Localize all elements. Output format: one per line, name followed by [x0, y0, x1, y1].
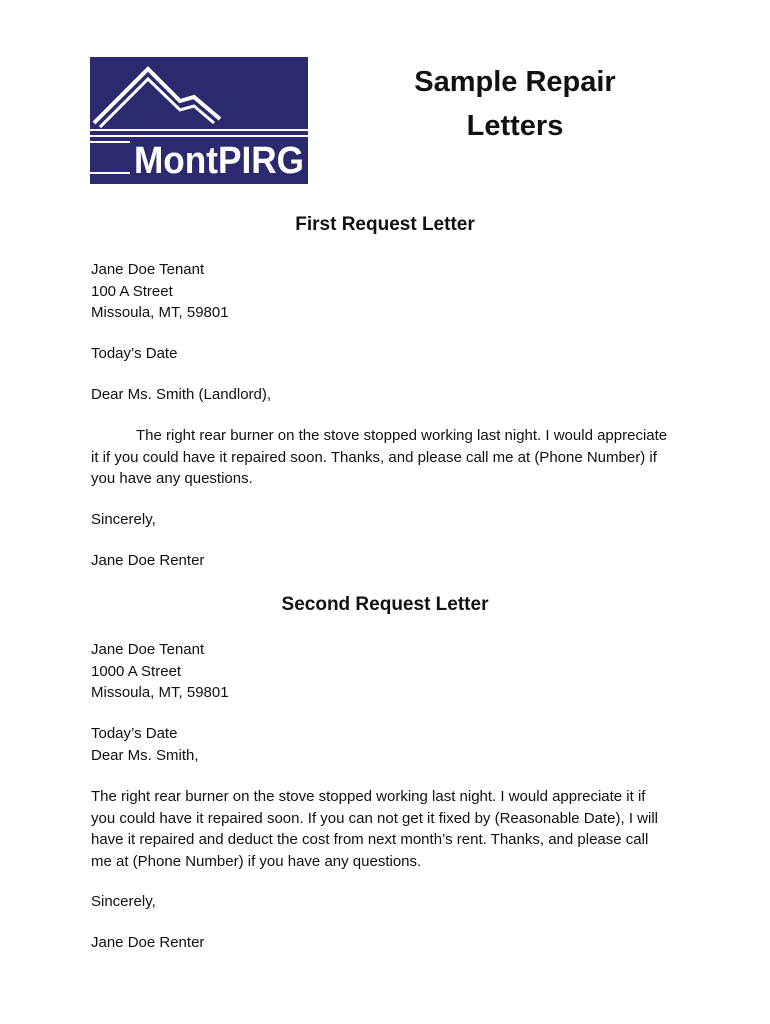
body-line: The right rear burner on the stove stopped working last night. I would appreciate it if — [91, 788, 646, 805]
second-letter-date-salutation — [91, 723, 681, 766]
first-letter-salutation: Dear Ms. Smith (Landlord), — [91, 386, 272, 403]
first-letter-signature: Jane Doe Renter — [91, 552, 205, 569]
body-line: you could have it repaired soon. If you can not get it fixed by (Reasonable Date), I will — [91, 809, 658, 827]
second-letter-heading: Second Request Letter — [281, 594, 489, 615]
address-line: Jane Doe Tenant — [91, 261, 205, 278]
first-letter-closing: Sincerely, — [91, 511, 156, 528]
body-line: have it repaired and deduct the cost from next month’s rent. Thanks, and please call — [91, 831, 649, 848]
page-title — [380, 60, 650, 148]
address-line: Missoula, MT, 59801 — [91, 304, 229, 321]
first-letter-date: Today’s Date — [91, 345, 178, 362]
address-line: Jane Doe Tenant — [91, 641, 205, 658]
montpirg-logo — [90, 57, 308, 184]
first-letter-heading: First Request Letter — [295, 214, 475, 235]
second-letter-date: Today’s Date — [91, 725, 178, 742]
title-line-2: Letters — [466, 110, 564, 142]
body-line: you have any questions. — [91, 470, 253, 487]
address-line: 100 A Street — [91, 282, 173, 300]
body-line: me at (Phone Number) if you have any questions. — [91, 852, 422, 870]
second-letter-address — [91, 639, 681, 704]
title-line-1: Sample Repair — [414, 66, 616, 98]
logo-text: MontPIRG — [134, 140, 304, 182]
first-letter-address — [91, 259, 681, 324]
second-letter-closing: Sincerely, — [91, 893, 156, 910]
body-line: it if you could have it repaired soon. Thanks, and please call me at (Phone Number) if — [91, 448, 657, 466]
second-letter-signature: Jane Doe Renter — [91, 934, 205, 951]
address-line: Missoula, MT, 59801 — [91, 684, 229, 701]
second-letter-body — [91, 786, 681, 872]
address-line: 1000 A Street — [91, 662, 182, 680]
body-line: The right rear burner on the stove stopped working last night. I would appreciate — [136, 427, 668, 444]
first-letter-body — [91, 425, 681, 490]
second-letter-salutation: Dear Ms. Smith, — [91, 746, 199, 764]
